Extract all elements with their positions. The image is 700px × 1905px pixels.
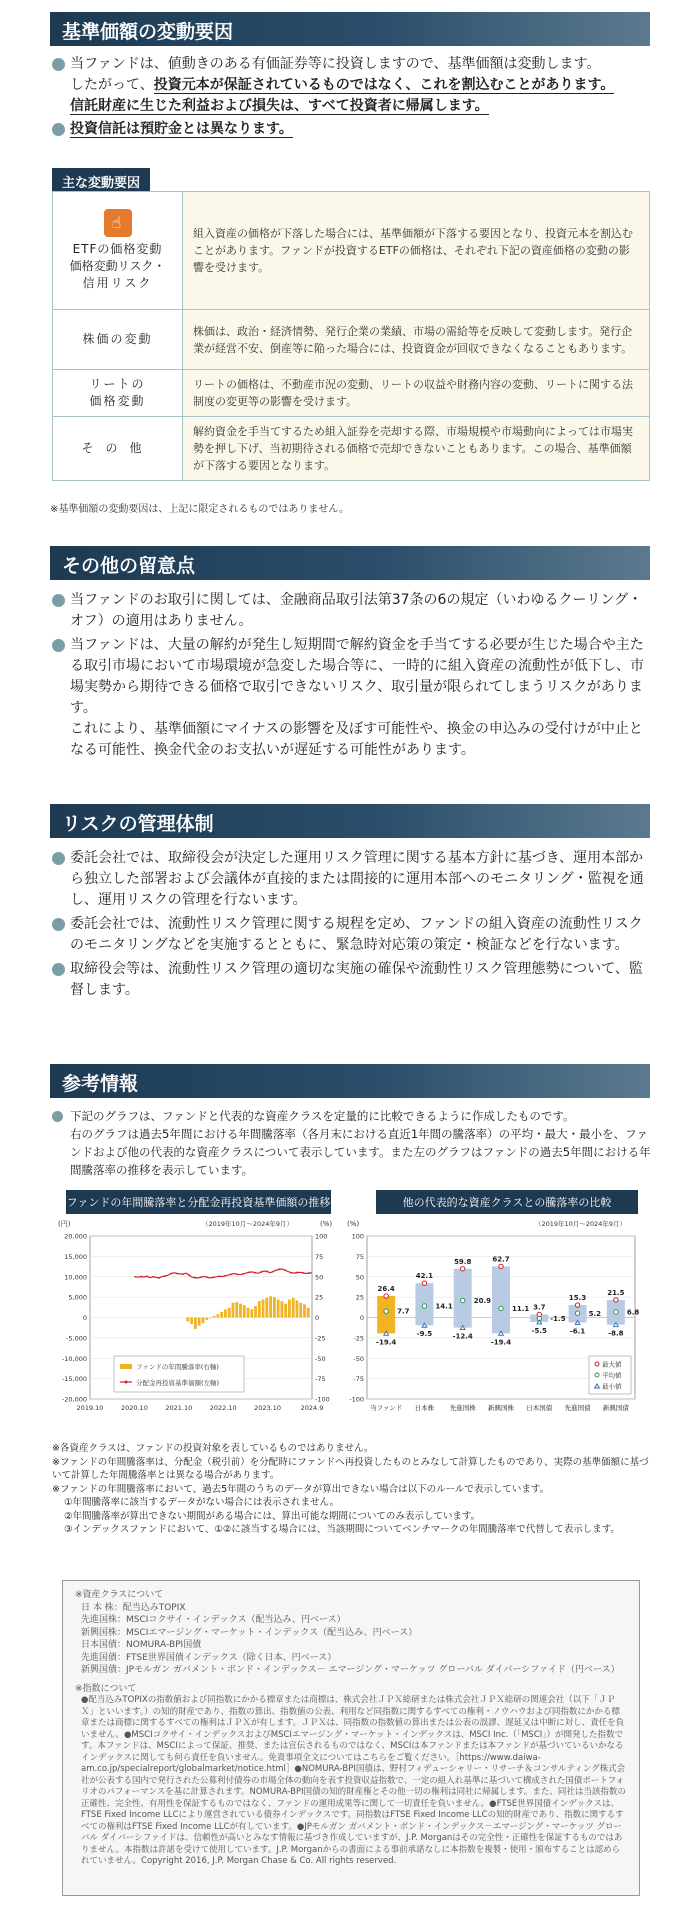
nav-point [236, 1273, 238, 1275]
legend-bar-swatch [120, 1364, 132, 1369]
nav-point [212, 1276, 214, 1278]
section-title-risk-management: リスクの管理体制 [50, 804, 650, 838]
s3-bullets [52, 848, 652, 1003]
category-label: 先進国株 [449, 1404, 476, 1412]
max-marker [384, 1294, 388, 1298]
max-value-label: 42.1 [415, 1272, 434, 1281]
asset-class-compare-chart [345, 1214, 645, 1439]
factor-row-reit [53, 370, 650, 417]
range-bar [377, 1296, 395, 1333]
x-tick-label: 2020.10 [120, 1404, 148, 1412]
return-bar [213, 1316, 216, 1318]
left-tick-label: -15,000 [61, 1375, 87, 1384]
s1-bullets [52, 54, 652, 142]
right-tick-label: 0 [315, 1314, 320, 1322]
y-tick-label: -75 [353, 1375, 364, 1384]
nav-point [194, 1277, 196, 1279]
bullet-dot-icon [52, 594, 65, 607]
s1-bullet-1: 当ファンドは、値動きのある有価証券等に投資しますので、基準価額は変動します。 したがって、投資元本が保証されているものではなく、これを割込むことがあります。 信託財産に生じた利益および損失は、すべて投資者に帰属します。 [52, 54, 652, 117]
bullet-dot-icon [52, 1111, 63, 1122]
return-bar [205, 1318, 208, 1320]
period-label: （2019年10月～2024年9月） [202, 1220, 293, 1228]
y-tick-label: 75 [355, 1252, 364, 1261]
return-bar [209, 1318, 212, 1319]
nav-point [260, 1271, 262, 1273]
left-axis-unit: (円) [58, 1220, 71, 1228]
nav-point [200, 1276, 202, 1278]
return-bar [228, 1308, 231, 1318]
y-tick-label: 50 [355, 1273, 364, 1282]
return-bar [232, 1303, 235, 1318]
return-bar [247, 1308, 250, 1318]
factor-label-other: その他 [53, 417, 183, 481]
return-bar [254, 1306, 257, 1317]
legend-max-marker [595, 1362, 599, 1366]
max-value-label: 3.7 [533, 1303, 546, 1312]
s2-bullet-2: 当ファンドは、大量の解約が発生し短期間で解約資金を手当てする必要が生じた場合や主たる取引市場において市場環境が急変した場合等に、一時的に組入資産の流動性が低下し、市場実勢から期待できる価格で取引できないリスク、取引量が限られてしまうリスクがあります。 これにより、基準価額にマイナスの影響を及ぼす可能性や、換金の申込みの受付けが中止となる可能性、換金代金のお支払いが遅延する可能性があります。 [52, 635, 652, 761]
factor-label-stock: 株価の変動 [53, 310, 183, 370]
right-tick-label: 50 [315, 1273, 324, 1282]
avg-marker [384, 1309, 388, 1313]
factors-footnote: ※基準価額の変動要因は、上記に限定されるものではありません。 [50, 504, 349, 515]
return-bar [265, 1298, 268, 1318]
return-bar [303, 1304, 306, 1317]
s3-bullet-3: 取締役会等は、流動性リスク管理の適切な実施の確保や流動性リスク管理態勢について、監督します。 [52, 959, 652, 1001]
return-bar [243, 1305, 246, 1317]
s1-bullet-2: 投資信託は預貯金とは異なります。 [52, 119, 652, 140]
category-label: 新興国株 [488, 1404, 514, 1412]
max-marker [499, 1264, 503, 1268]
return-bar [277, 1300, 280, 1318]
return-bar [258, 1301, 261, 1317]
nav-point [152, 1276, 154, 1278]
min-value-label: -19.4 [376, 1338, 397, 1347]
bullet-dot-icon [52, 963, 65, 976]
factor-row-stock [53, 310, 650, 370]
avg-value-label: 20.9 [473, 1296, 491, 1305]
factor-label-etf: ☝ ETFの価格変動 価格変動リスク・ 信用リスク [53, 192, 183, 310]
nav-point [278, 1269, 280, 1271]
factor-row-other [53, 417, 650, 481]
factor-label-reit: リートの 価格変動 [53, 370, 183, 417]
bullet-dot-icon [52, 123, 65, 136]
return-bar [190, 1318, 193, 1325]
return-bar [194, 1318, 197, 1329]
return-bar [235, 1302, 238, 1317]
min-value-label: -9.5 [416, 1330, 433, 1339]
s2-bullets [52, 590, 652, 763]
x-tick-label: 2019.10 [76, 1404, 104, 1412]
right-chart-title: 他の代表的な資産クラスとの騰落率の比較 [376, 1190, 638, 1214]
right-axis-unit: (%) [320, 1220, 333, 1228]
avg-value-label: -1.5 [550, 1315, 566, 1324]
factor-desc-other: 解約資金を手当てするため組入証券を売却する際、市場規模や市場動向によっては市場実勢を押し下げ、当初期待される価格で売却できないこともあります。この場合、基準価額が下落する要因となります。 [183, 417, 650, 481]
nav-point [230, 1273, 232, 1275]
category-label: 日本国債 [526, 1404, 553, 1412]
max-marker [422, 1281, 426, 1285]
left-tick-label: 10,000 [64, 1273, 87, 1282]
right-tick-label: 100 [315, 1232, 328, 1241]
factor-desc-reit: リートの価格は、不動産市況の変動、リートの収益や財務内容の変動、リートに関する法制度の変更等の影響を受けます。 [183, 370, 650, 417]
x-tick-label: 2023.10 [254, 1404, 282, 1412]
nav-point [302, 1272, 304, 1274]
factor-desc-etf: 組入資産の価格が下落した場合には、基準価額が下落する要因となり、投資元本を割込むことがあります。ファンドが投資するETFの価格は、それぞれ下記の資産価格の変動の影響を受けます。 [183, 192, 650, 310]
s3-bullet-2: 委託会社では、流動性リスク管理に関する規程を定め、ファンドの組入資産の流動性リスクのモニタリングなどを実施するとともに、緊急時対応策の策定・検証などを行ないます。 [52, 914, 652, 956]
return-bar [239, 1304, 242, 1318]
legend-avg-marker [595, 1373, 599, 1377]
nav-point [170, 1273, 172, 1275]
x-tick-label: 2024.9 [300, 1404, 324, 1412]
s3-bullet-1: 委託会社では、取締役会が決定した運用リスク管理に関する基本方針に基づき、運用本部から独立した部署および会議体が直接的または間接的に運用本部へのモニタリング・監視を通し、運用リスクの管理を行ないます。 [52, 848, 652, 911]
bullet-dot-icon [52, 918, 65, 931]
fund-return-chart [52, 1214, 352, 1439]
return-bar [292, 1298, 295, 1318]
legend-line-marker [125, 1381, 128, 1384]
avg-value-label: 5.2 [588, 1309, 601, 1318]
bullet-dot-icon [52, 852, 65, 865]
legend-avg-label: 平均値 [602, 1371, 622, 1380]
left-tick-label: 15,000 [64, 1252, 87, 1261]
nav-point [140, 1276, 142, 1278]
avg-value-label: 7.7 [397, 1307, 410, 1316]
factor-desc-stock: 株価は、政治・経済情勢、発行企業の業績、市場の需給等を反映して変動します。発行企業が経営不安、倒産等に陥った場合には、投資資金が回収できなくなることもあります。 [183, 310, 650, 370]
y-axis-unit: (%) [347, 1220, 360, 1228]
nav-point [182, 1273, 184, 1275]
nav-point [218, 1275, 220, 1277]
return-bar [186, 1318, 189, 1322]
return-bar [273, 1297, 276, 1317]
nav-point [272, 1271, 274, 1273]
s2-bullet-1: 当ファンドのお取引に関しては、金融商品取引法第37条の6の規定（いわゆるクーリング・オフ）の適用はありません。 [52, 590, 652, 632]
y-tick-label: 100 [351, 1232, 364, 1241]
y-tick-label: -50 [353, 1354, 364, 1363]
s4-intro [52, 1107, 652, 1181]
return-bar [262, 1300, 265, 1318]
return-bar [296, 1300, 299, 1317]
x-tick-label: 2022.10 [209, 1404, 237, 1412]
chart-notes: ※各資産クラスは、ファンドの投資対象を表しているものではありません。 ※ファンドの年間騰落率は、分配金（税引前）を分配時にファンドへ再投資したものとみなして計算したものであり、実際の基準価額に基づいて計算した年間騰落率とは異なる場合があります。 ※ファンドの年間騰落率において、過去5年間のうちのデータが算出できない場合は以下のルールで表示しています。 ①年間騰落率に該当するデータがない場合には表示されません。 ②年間騰落率が算出できない期間がある場合には、算出可能な期間についてのみ表示しています。 ③インデックスファンドにおいて、①②に該当する場合には、当該期間についてベンチマークの年間騰落率で代替して表示します。 [52, 1443, 649, 1535]
y-tick-label: 25 [355, 1293, 364, 1302]
legend-line-label: 分配金再投資基準価額(左軸) [136, 1379, 220, 1387]
category-label: 新興国債 [602, 1404, 629, 1412]
y-tick-label: -100 [349, 1395, 364, 1404]
max-value-label: 26.4 [377, 1284, 395, 1293]
category-label: 先進国債 [564, 1404, 591, 1412]
bullet-dot-icon [52, 639, 65, 652]
max-value-label: 15.3 [568, 1294, 587, 1303]
right-tick-label: -50 [315, 1354, 326, 1363]
return-bar [280, 1301, 283, 1317]
y-tick-label: -25 [353, 1334, 364, 1343]
nav-point [206, 1276, 208, 1278]
category-label: 日本株 [414, 1404, 435, 1412]
section-title-other-notes: その他の留意点 [50, 546, 650, 580]
right-tick-label: 25 [315, 1293, 324, 1302]
bullet-dot-icon [52, 58, 65, 71]
avg-value-label: 14.1 [435, 1302, 453, 1311]
return-bar [288, 1300, 291, 1318]
nav-point [284, 1269, 286, 1271]
return-bar [307, 1308, 310, 1318]
left-tick-label: -10,000 [61, 1354, 87, 1363]
avg-marker [422, 1304, 426, 1308]
left-tick-label: 5,000 [68, 1293, 87, 1302]
nav-point [164, 1275, 166, 1277]
nav-point [296, 1272, 298, 1274]
return-bar [224, 1309, 227, 1317]
avg-marker [461, 1298, 465, 1302]
hand-chart-icon: ☝ [104, 209, 132, 237]
legend-bar-label: ファンドの年間騰落率(右軸) [136, 1363, 219, 1371]
max-marker [575, 1303, 579, 1307]
right-tick-label: -100 [315, 1395, 330, 1404]
return-bar [220, 1312, 223, 1318]
left-chart-title: ファンドの年間騰落率と分配金再投資基準価額の推移 [66, 1190, 331, 1214]
max-value-label: 21.5 [607, 1288, 625, 1297]
return-bar [250, 1309, 253, 1317]
max-value-label: 62.7 [492, 1255, 510, 1264]
y-tick-label: 0 [359, 1314, 364, 1322]
x-tick-label: 2021.10 [165, 1404, 193, 1412]
nav-point [146, 1275, 148, 1277]
right-tick-label: -75 [315, 1375, 326, 1384]
factors-table [52, 191, 650, 481]
avg-marker [575, 1311, 579, 1315]
nav-point [188, 1274, 190, 1276]
period-label: （2019年10月～2024年9月） [535, 1220, 626, 1228]
min-value-label: -5.5 [531, 1326, 547, 1335]
section-title-reference: 参考情報 [50, 1064, 650, 1098]
nav-point [158, 1277, 160, 1279]
nav-point [176, 1273, 178, 1275]
category-label: 当ファンド [369, 1404, 403, 1412]
index-info-box: ※資産クラスについて 日 本 株：配当込みTOPIX 先進国株：MSCIコクサイ・インデックス（配当込み、円ベース） 新興国株：MSCIエマージング・マーケット・インデックス（配当込み、円ベース） 日本国債：NOMURA-BPI国債 先進国債：FTSE世界国債インデックス（除く日本、円ベース） 新興国債：JPモルガン ガバメント・ボンド・インデックス－ エマージング・マーケッツ グローバル ダイバーシファイド（円ベース） ※指数について ●配当込みTOPIXの指数値および同指数にかかる標章または商標は、株式会社ＪＰＸ総研または株式会社ＪＰＸ総研の関連会社（以下「ＪＰＸ」といいます。）の知的財産であり、指数の算出、指数値の公表、利用など同指数に関するすべての権利・ノウハウおよび同指数にかかる標章または商標に関するすべての権利はＪＰＸが有します。ＪＰＸは、同指数の指数値の算出または公表の誤謬、遅延又は中断に対し、責任を負いません。●MSCIコクサイ・インデックスおよびMSCIエマージング・マーケット・インデックスは、MSCI Inc.（「MSCI」）が開発した指数です。本ファンドは、MSCIによって保証、推奨、または宣伝されるものではなく、MSCIは本ファンドまたは本ファンドが基づいているいかなるインデックスに関しても何ら責任を負いません。免責事項全文についてはこちらをご覧ください。［https://www.daiwa-am.co.jp/specialreport/globalmarket/notice.html］●NOMURA-BPI国債は、野村フィデューシャリー・リサーチ＆コンサルティング株式会社が公表する国内で発行された公募利付債券の市場全体の動向を表す投資収益指数で、一定の組入れ基準に基づいて構成された国債ポートフォリオのパフォーマンスを基に計算されます。NOMURA-BPI国債の知的財産権とその他一切の権利は同社に帰属します。また、同社は当該指数の正確性、完全性、有用性を保証するものではなく、ファンドの運用成果等に関して一切責任を負いません。●FTSE世界国債インデックスは、FTSE Fixed Income LLCにより運営されている債券インデックスです。同指数はFTSE Fixed Income LLCの知的財産であり、指数に関するすべての権利はFTSE Fixed Income LLCが有しています。●JPモルガン ガバメント・ボンド・インデックス－エマージング・マーケッツ グローバル ダイバーシファイドは、信頼性が高いとみなす情報に基づき作成していますが、J.P. Morganはその完全性・正確性を保証するものではありません。本指数は許諾を受けて使用しています。J.P. Morganからの書面による事前承諾なしに本指数を複製・使用・頒布することは認められていません。Copyright 2016, J.P. Morgan Chase & Co. All rights reserved. [62, 1580, 640, 1896]
nav-point [224, 1275, 226, 1277]
left-tick-label: -5,000 [66, 1334, 87, 1343]
right-tick-label: -25 [315, 1334, 326, 1343]
return-bar [299, 1303, 302, 1318]
max-value-label: 59.8 [454, 1257, 472, 1266]
section-title-nav-factors: 基準価額の変動要因 [50, 12, 650, 46]
left-tick-label: -20,000 [61, 1395, 87, 1404]
nav-point [242, 1273, 244, 1275]
nav-point [308, 1272, 310, 1274]
max-marker [614, 1298, 618, 1302]
return-bar [201, 1318, 204, 1324]
nav-point [134, 1276, 136, 1278]
min-value-label: -8.8 [608, 1329, 624, 1338]
left-tick-label: 0 [82, 1314, 87, 1322]
avg-marker [499, 1306, 503, 1310]
avg-value-label: 11.1 [512, 1304, 530, 1313]
range-bar [492, 1266, 510, 1333]
left-tick-label: 20,000 [64, 1232, 87, 1241]
s4-intro-bullet: 下記のグラフは、ファンドと代表的な資産クラスを定量的に比較できるように作成したものです。 右のグラフは過去5年間における年間騰落率（各月末における直近1年間の騰落率）の平均・最大・最小を、ファンドおよび他の代表的な資産クラスについて表示しています。また左のグラフはファンドの過去5年間における年間騰落率の推移を表示しています。 [52, 1107, 652, 1179]
min-value-label: -6.1 [569, 1327, 586, 1336]
nav-point [266, 1271, 268, 1273]
legend-max-label: 最大値 [602, 1360, 622, 1369]
return-bar [284, 1304, 287, 1318]
legend-min-label: 最小値 [602, 1382, 622, 1391]
min-value-label: -19.4 [490, 1338, 512, 1347]
return-bar [198, 1318, 201, 1326]
return-bar [269, 1296, 272, 1317]
nav-point [254, 1272, 256, 1274]
nav-point [248, 1271, 250, 1273]
factor-row-etf [53, 192, 650, 310]
main-factors-label: 主な変動要因 [52, 168, 150, 195]
max-marker [461, 1267, 465, 1271]
right-tick-label: 75 [315, 1252, 324, 1261]
return-bar [217, 1314, 220, 1317]
avg-value-label: 6.8 [626, 1308, 640, 1317]
nav-point [290, 1272, 292, 1274]
avg-marker [614, 1310, 618, 1314]
min-value-label: -12.4 [452, 1332, 473, 1341]
